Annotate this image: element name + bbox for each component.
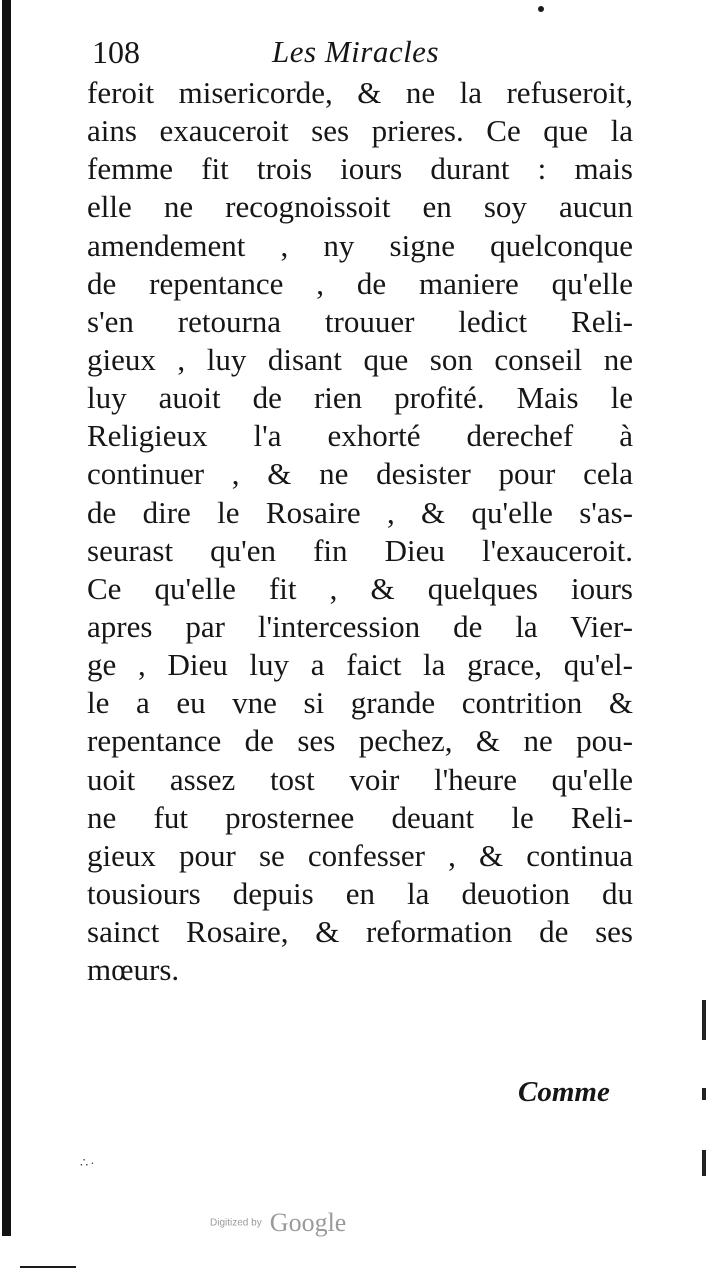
- text-line: elle ne recognoissoit en soy aucun: [87, 189, 633, 225]
- text-line: continuer , & ne desister pour cela: [87, 456, 633, 492]
- bottom-rule: [20, 1266, 76, 1268]
- text-line: uoit assez tost voir l'heure qu'elle: [87, 761, 633, 797]
- body-text: [87, 74, 633, 989]
- text-line: gieux , luy disant que son conseil ne: [87, 341, 633, 377]
- page-number: 108: [92, 34, 140, 70]
- text-line: le a eu vne si grande contrition &: [87, 685, 633, 721]
- text-line: repentance de ses pechez, & ne pou-: [87, 723, 633, 759]
- text-line: sainct Rosaire, & reformation de ses: [87, 914, 633, 950]
- text-line: Religieux l'a exhorté derechef à: [87, 418, 633, 454]
- text-line: ne fut prosternee deuant le Reli-: [87, 799, 633, 835]
- google-logo: Google: [269, 1208, 347, 1237]
- text-line: femme fit trois iours durant : mais: [87, 151, 633, 187]
- edge-mark: [702, 1088, 706, 1100]
- page-header: [92, 30, 652, 78]
- edge-mark: [702, 1000, 706, 1040]
- text-line: feroit misericorde, & ne la refuseroit,: [87, 75, 633, 110]
- running-head: Les Miracles: [272, 34, 440, 69]
- watermark-prefix: Digitized by: [210, 1217, 262, 1229]
- text-line: amendement , ny signe quelconque: [87, 227, 633, 263]
- text-line: s'en retourna trouuer ledict Reli-: [87, 303, 633, 339]
- text-line: luy auoit de rien profité. Mais le: [87, 380, 633, 416]
- stray-marks: ∴·: [80, 1155, 97, 1170]
- text-line: ains exauceroit ses prieres. Ce que la: [87, 113, 633, 149]
- binding-edge: [2, 0, 11, 1236]
- ink-spot: [538, 6, 544, 12]
- text-line: seurast qu'en fin Dieu l'exauceroit.: [87, 532, 633, 568]
- text-line: de dire le Rosaire , & qu'elle s'as-: [87, 494, 633, 530]
- text-line: apres par l'intercession de la Vier-: [87, 608, 633, 644]
- text-line-last: mœurs.: [87, 952, 180, 988]
- text-line: de repentance , de maniere qu'elle: [87, 265, 633, 301]
- text-line: gieux pour se confesser , & continua: [87, 837, 633, 873]
- edge-mark: [702, 1150, 706, 1176]
- catchword: Comme: [518, 1076, 610, 1108]
- digitization-watermark: [210, 1208, 346, 1238]
- text-line: tousiours depuis en la deuotion du: [87, 875, 633, 911]
- text-line: ge , Dieu luy a faict la grace, qu'el-: [87, 647, 633, 683]
- text-line: Ce qu'elle fit , & quelques iours: [87, 570, 633, 606]
